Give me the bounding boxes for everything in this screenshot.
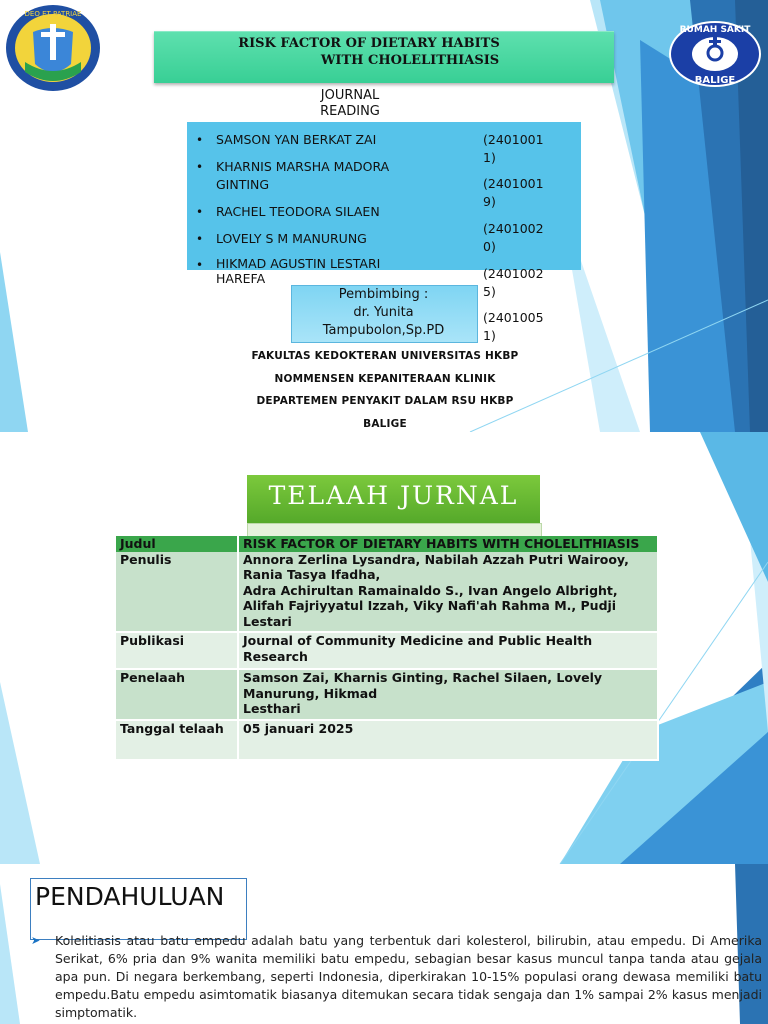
slide-introduction [0, 864, 768, 1024]
author-nim: (24010019) [483, 176, 544, 209]
author-name: SAMSON YAN BERKAT ZAI [216, 132, 377, 147]
intro-paragraph: Kolelitiasis atau batu empedu adalah batu yang terbentuk dari kolesterol, bilirubin, atau empedu. Di Amerika Serikat, 6% pria dan 9% wanita memiliki batu empedu, sebagian besar kasus muncul tanpa tanda atau gejala apa pun. Di negara berkembang, seperti Indonesia, diperkirakan 10-15% populasi orang dewasa memiliki batu empedu.Batu empedu asimtomatik biasanya ditemukan secara tidak sengaja dan 1% sampai 2% kasus menjadi simptomatik. [55, 933, 762, 1020]
bullet-icon: • [196, 133, 204, 147]
journal-reading-subtitle: JOURNAL READING [320, 88, 380, 119]
bullet-icon: • [196, 205, 204, 219]
table-key: Penulis [116, 552, 238, 633]
author-name: KHARNIS MARSHA MADORA GINTING [216, 159, 390, 192]
table-row [116, 536, 658, 552]
author-nim: (24010020) [483, 221, 544, 254]
author-nim: (24010011) [483, 132, 544, 165]
supervisor-text [291, 286, 476, 340]
bullet-icon: • [196, 258, 204, 272]
hospital-logo-bottom-text: BALIGE [694, 75, 736, 86]
supervisor-label: Pembimbing : [338, 287, 429, 302]
table-row [116, 632, 658, 669]
table-key: Penelaah [116, 669, 238, 720]
slide-title [0, 0, 768, 432]
table-value: RISK FACTOR OF DIETARY HABITS WITH CHOLELITHIASIS [238, 536, 658, 552]
intro-title: PENDAHULUAN [35, 882, 225, 911]
faculty-line: BALIGE [363, 417, 407, 430]
table-row [116, 669, 658, 720]
table-value: Journal of Community Medicine and Public Health Research [238, 632, 658, 669]
author-nim: (24010025) [483, 266, 544, 299]
table-value: Annora Zerlina Lysandra, Nabilah Azzah Putri Wairooy, Rania Tasya Ifadha, Adra Achirultan Ramainaldo S., Ivan Angelo Albright, Alifah Fajriyyatul Izzah, Viky Nafi'ah Rahma M., Pudji Lestari [238, 552, 658, 633]
bullet-icon: • [196, 160, 204, 174]
faculty-line: DEPARTEMEN PENYAKIT DALAM RSU HKBP [256, 395, 514, 407]
table-key: Publikasi [116, 632, 238, 669]
hospital-logo [668, 20, 762, 88]
review-title-underline [247, 523, 542, 537]
author-name: HIKMAD AGUSTIN LESTARI HAREFA [216, 256, 381, 286]
faculty-line: FAKULTAS KEDOKTERAN UNIVERSITAS HKBP [251, 350, 519, 362]
author-name: RACHEL TEODORA SILAEN [216, 204, 380, 219]
journal-title-line1: RISK FACTOR OF DIETARY HABITS [238, 36, 500, 51]
author-name: LOVELY S M MANURUNG [216, 231, 367, 246]
review-title: TELAAH JURNAL [268, 481, 519, 510]
bullet-icon: • [196, 232, 204, 246]
review-table [116, 536, 659, 761]
author-nim: (24010051) [483, 310, 544, 343]
faculty-line: NOMMENSEN KEPANITERAAN KLINIK [274, 372, 496, 385]
slide-review [0, 432, 768, 864]
arrow-bullet-icon: ➤ [31, 934, 41, 947]
university-logo [3, 2, 103, 94]
table-value: 05 januari 2025 [238, 720, 658, 760]
university-logo-text: DEO ET PATRIAE [24, 10, 82, 18]
table-row [116, 720, 658, 760]
table-row [116, 552, 658, 633]
table-key: Tanggal telaah [116, 720, 238, 760]
journal-title-line2: WITH CHOLELITHIASIS [320, 53, 500, 68]
supervisor-name: dr. Yunita Tampubolon,Sp.PD [322, 305, 445, 338]
hospital-logo-text: RUMAH SAKIT [679, 25, 751, 35]
table-value: Samson Zai, Kharnis Ginting, Rachel Silaen, Lovely Manurung, Hikmad Lesthari [238, 669, 658, 720]
faculty-block [218, 345, 552, 432]
table-key: Judul [116, 536, 238, 552]
